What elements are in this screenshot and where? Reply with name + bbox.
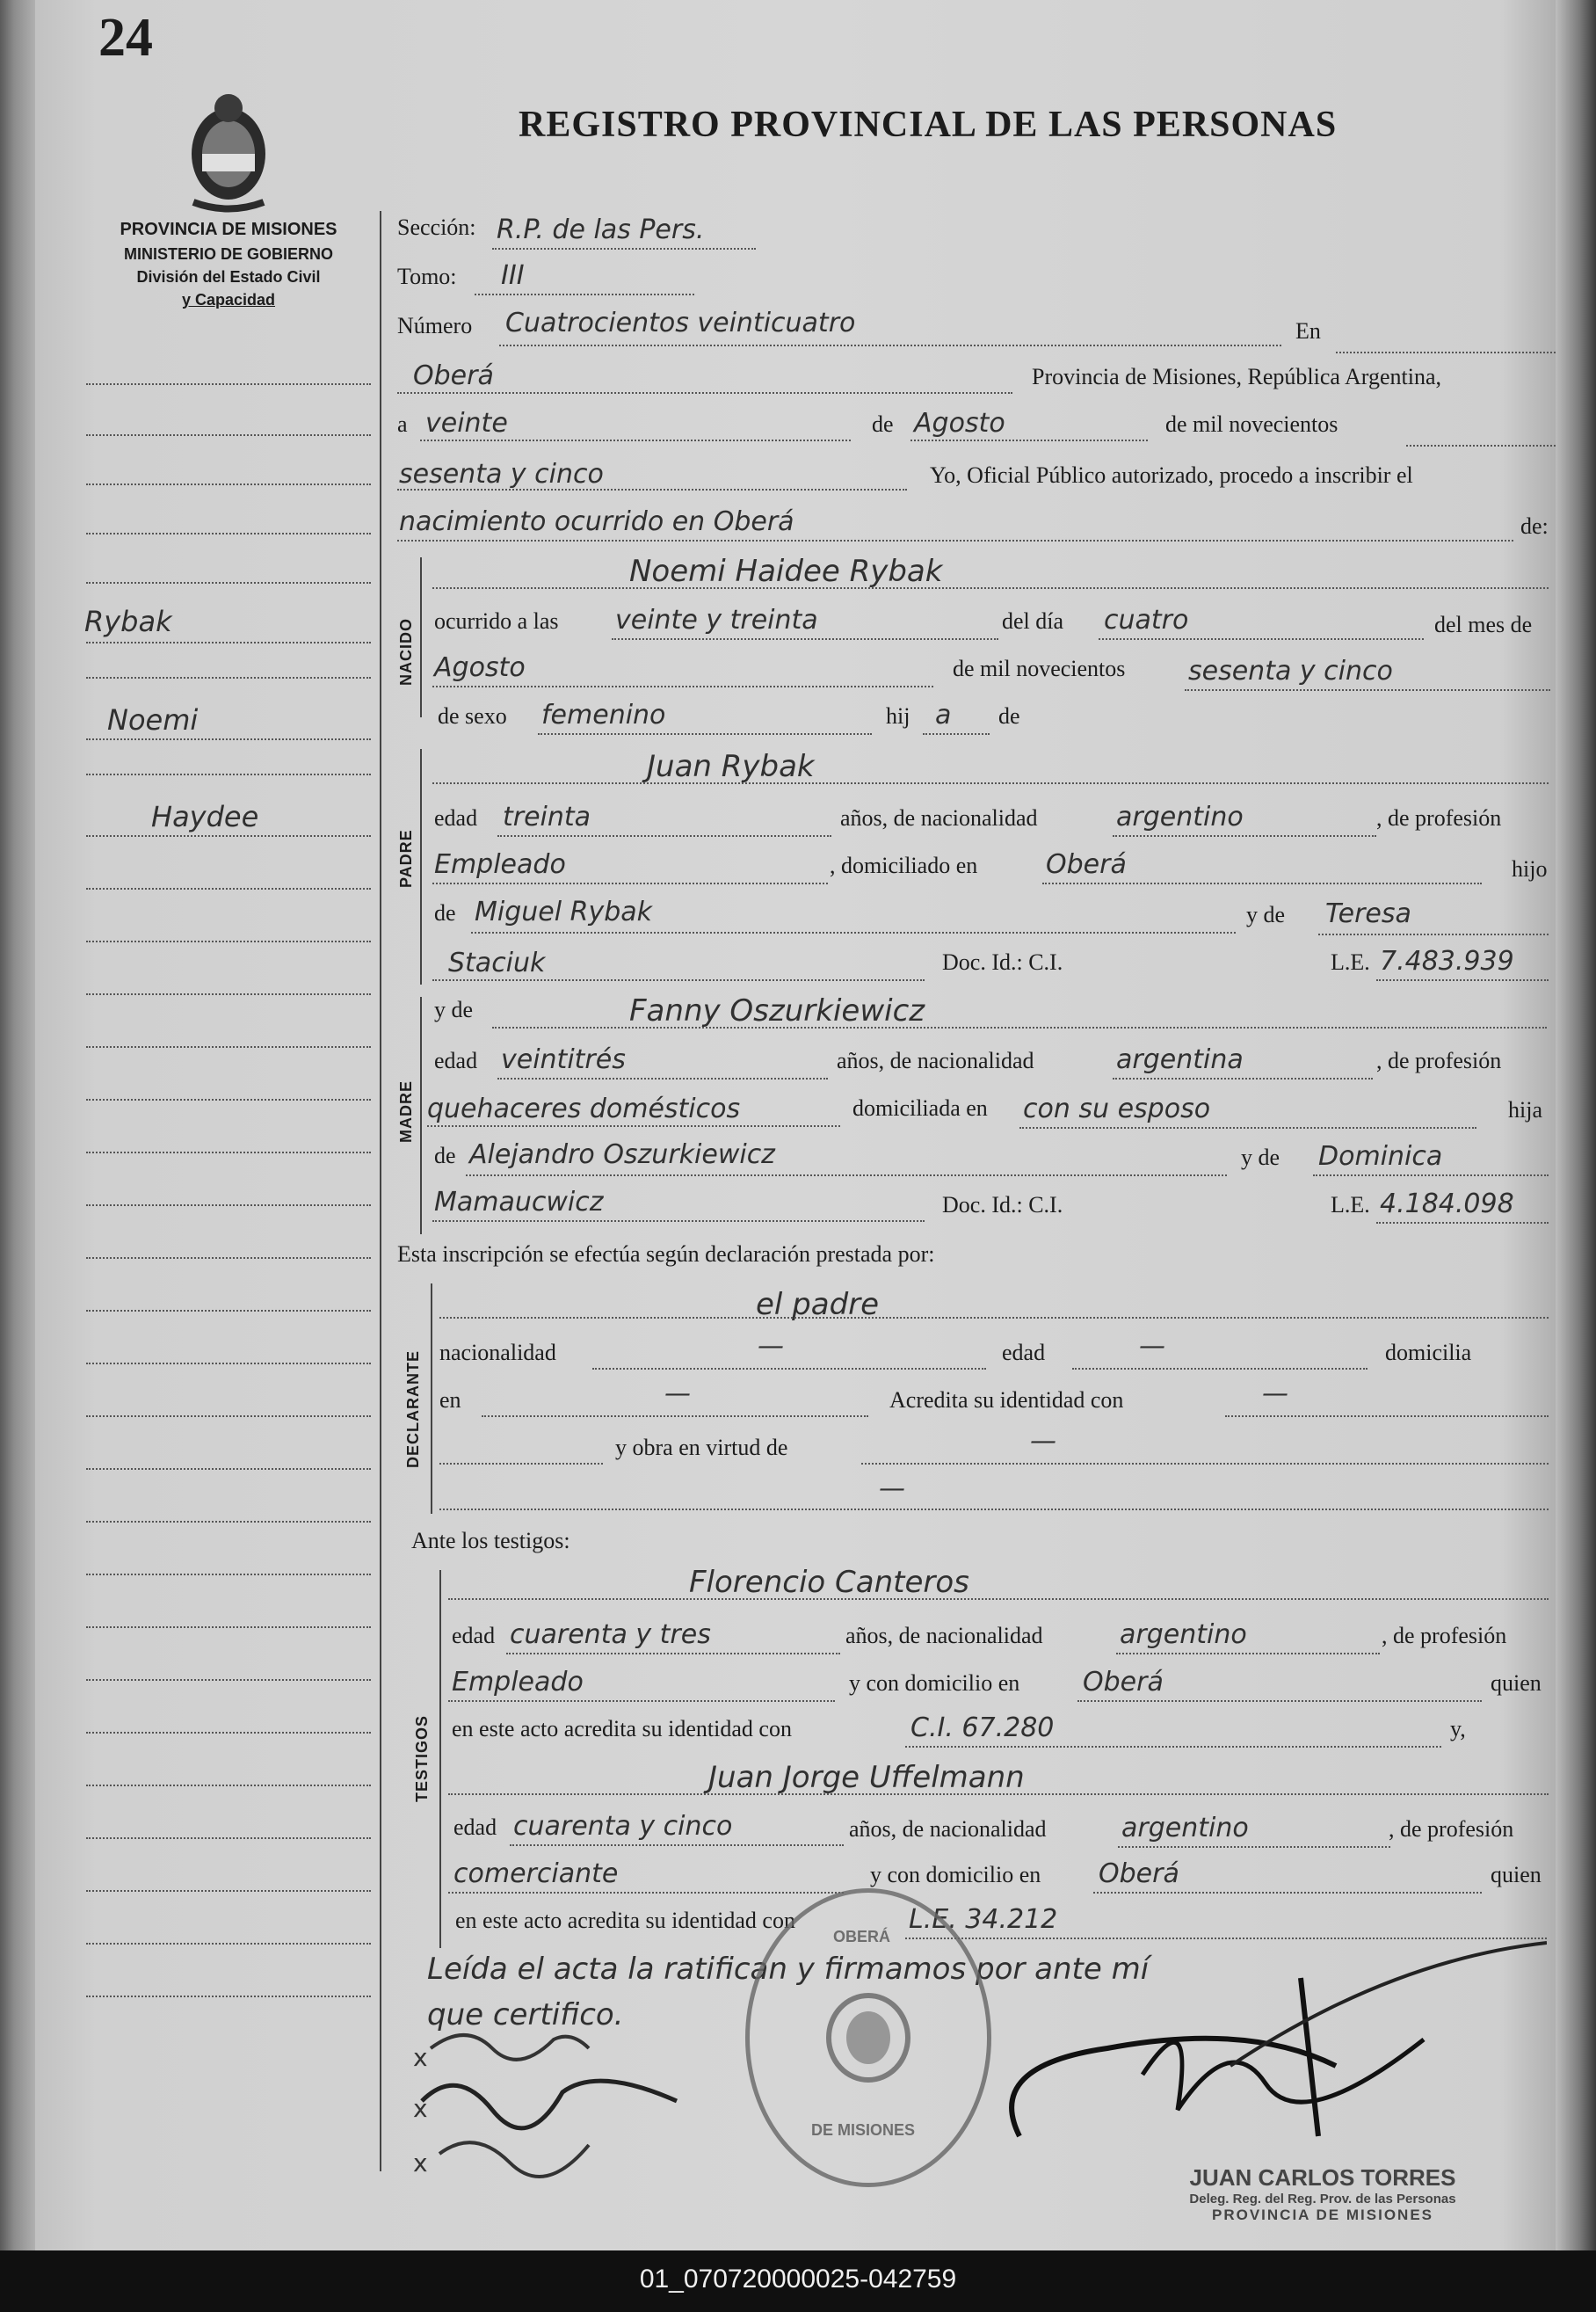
margin-line: [86, 483, 371, 485]
declarante-obra-line: [861, 1463, 1549, 1465]
nacido-bar: [420, 557, 422, 717]
nacido-year-line: [1185, 689, 1550, 691]
madre-prof-line: [427, 1125, 840, 1127]
padre-father-value: Miguel Rybak: [475, 897, 653, 927]
official-title: Deleg. Reg. del Reg. Prov. de las Personas: [1189, 2192, 1456, 2207]
padre-section-label: PADRE: [397, 829, 415, 888]
declarante-edad-line: [1072, 1368, 1367, 1370]
testigo-1-prof-line: [448, 1700, 835, 1702]
hij-line: [923, 733, 990, 735]
padre-le-value: 7.483.939: [1380, 946, 1514, 977]
year-text: de mil novecientos: [1165, 411, 1338, 437]
declarante-edad-label: edad: [1002, 1340, 1046, 1365]
testigo-1-edad-line: [506, 1653, 840, 1654]
day-value: veinte: [425, 408, 508, 439]
authority-ministry: MINISTERIO DE GOBIERNO: [123, 245, 334, 263]
margin-line: [86, 1996, 371, 1997]
testigo-1-nac: argentino: [1120, 1619, 1247, 1650]
testigo-2-name: Juan Jorge Uffelmann: [708, 1760, 1025, 1795]
padre-le-label: L.E.: [1331, 949, 1370, 975]
margin-line: [86, 993, 371, 995]
hij-value: a: [935, 700, 952, 731]
authority-division: División del Estado Civil: [136, 268, 321, 286]
padre-yde-label: y de: [1246, 902, 1286, 927]
padre-name-line: [432, 782, 1549, 784]
margin-line: [86, 1943, 371, 1945]
testigo-2-edad-line: [510, 1844, 844, 1846]
margin-line: [86, 1257, 371, 1259]
svg-text:x: x: [413, 2094, 428, 2123]
official-stamp: [745, 1888, 991, 2187]
hij-label: hij: [886, 703, 910, 729]
declarante-obra-dash: —: [1030, 1426, 1056, 1457]
padre-edad-line: [497, 835, 831, 837]
declarante-nac-dash: —: [758, 1331, 784, 1362]
margin-line: [86, 1152, 371, 1153]
sexo-line: [538, 733, 872, 735]
madre-name-line: [492, 1027, 1547, 1029]
place-value: Oberá: [413, 360, 494, 391]
province-text: Provincia de Misiones, República Argentina,: [1032, 364, 1441, 389]
margin-line: [86, 1837, 371, 1839]
event-line: [397, 540, 1513, 542]
nacido-name: Noemi Haidee Rybak: [629, 554, 943, 589]
madre-father-value: Alejandro Oszurkiewicz: [469, 1139, 775, 1170]
declarante-obra-pre-line: [439, 1463, 603, 1465]
padre-name: Juan Rybak: [647, 749, 815, 784]
page-number: 24: [98, 8, 153, 68]
testigo-2-prof: comerciante: [453, 1858, 619, 1889]
padre-doc-label: Doc. Id.: C.I.: [942, 949, 1063, 975]
sexo-value: femenino: [541, 700, 666, 731]
testigos-intro: Ante los testigos:: [411, 1528, 570, 1553]
testigo-1-edad-label: edad: [452, 1623, 496, 1648]
hour-line: [612, 638, 998, 640]
madre-section-label: MADRE: [397, 1080, 415, 1143]
declarante-en-line: [482, 1415, 868, 1417]
declarante-en-label: en: [439, 1387, 461, 1413]
declarante-en-dash: —: [664, 1378, 691, 1409]
official-name: JUAN CARLOS TORRES: [1189, 2164, 1456, 2191]
padre-mother-value: Teresa: [1325, 898, 1411, 929]
padre-mother-line: [1318, 934, 1549, 935]
testigo-1-name-line: [448, 1598, 1549, 1600]
year-value-line: [397, 489, 907, 491]
declarante-acredita-dash: —: [1262, 1378, 1288, 1409]
testigo-2-doc: L.E. 34.212: [909, 1904, 1058, 1935]
margin-line: [86, 1521, 371, 1523]
madre-dom-value: con su esposo: [1023, 1094, 1211, 1124]
testigo-1-edad: cuarenta y tres: [510, 1619, 711, 1650]
madre-mother-line-2: [432, 1220, 925, 1222]
national-seal-icon: [176, 84, 281, 215]
madre-dom-label: domiciliada en: [852, 1095, 988, 1121]
declarante-nac-label: nacionalidad: [439, 1340, 556, 1365]
margin-line: [86, 1785, 371, 1786]
padre-father-line: [471, 932, 1236, 934]
madre-le-value: 4.184.098: [1380, 1189, 1514, 1219]
padre-edad-label: edad: [434, 805, 478, 831]
testigos-section-label: TESTIGOS: [413, 1714, 431, 1802]
margin-column: [81, 211, 381, 2171]
hija-label: hija: [1508, 1097, 1542, 1123]
margin-line: [86, 941, 371, 942]
nacido-day-line: [1099, 638, 1424, 640]
madre-mother-value-2: Mamaucwicz: [434, 1187, 604, 1218]
testigo-2-dom: Oberá: [1099, 1858, 1179, 1889]
testigo-2-dom-label: y con domicilio en: [870, 1862, 1041, 1887]
testigo-2-quien: quien: [1491, 1862, 1542, 1887]
declarante-acredita-label: Acredita su identidad con: [889, 1387, 1124, 1413]
padre-nac-value: argentino: [1116, 802, 1244, 832]
nacido-year-value: sesenta y cinco: [1188, 656, 1393, 687]
margin-line: [86, 1363, 371, 1364]
madre-le-line: [1376, 1222, 1549, 1224]
en-line: [1336, 352, 1556, 353]
margin-line: [86, 888, 371, 890]
testigo-2-prof-label: , de profesión: [1389, 1816, 1514, 1842]
testigo-1-acredita-label: en este acto acredita su identidad con: [452, 1716, 792, 1741]
declarante-extra-line: [439, 1509, 1549, 1510]
declarante-name: el padre: [756, 1287, 880, 1322]
margin-line: [86, 1890, 371, 1892]
nacido-name-line: [432, 587, 1549, 589]
padre-prof-line: [432, 883, 828, 884]
declarante-obra-label: y obra en virtud de: [615, 1435, 788, 1460]
madre-name: Fanny Oszurkiewicz: [629, 993, 925, 1029]
declarante-name-line: [439, 1317, 1549, 1319]
padre-anos-label: años, de nacionalidad: [840, 805, 1038, 831]
margin-line: [86, 434, 371, 436]
testigo-1-dom-label: y con domicilio en: [849, 1670, 1020, 1696]
stamp-emblem-icon: [811, 1989, 925, 2086]
hij-de-label: de: [998, 703, 1020, 729]
margin-line: [86, 1679, 371, 1681]
padre-de-label: de: [434, 900, 456, 926]
margin-line: [86, 1310, 371, 1312]
day-line: [420, 440, 851, 441]
margin-line: [86, 1732, 371, 1734]
declarante-extra-dash: —: [879, 1473, 905, 1504]
madre-mother-line: [1313, 1174, 1549, 1176]
margin-name-1: Noemi: [107, 703, 199, 737]
authority-province: PROVINCIA DE MISIONES: [120, 220, 337, 239]
nacido-month-value: Agosto: [434, 652, 526, 683]
madre-father-line: [466, 1174, 1227, 1176]
testigo-1-quien: quien: [1491, 1670, 1542, 1696]
page-edge: [1556, 0, 1596, 2250]
seccion-label: Sección:: [397, 214, 476, 240]
margin-line: [86, 383, 371, 385]
tomo-label: Tomo:: [397, 264, 457, 289]
padre-mother-line-2: [432, 979, 925, 981]
margin-line: [86, 1099, 371, 1101]
testigo-2-edad: cuarenta y cinco: [513, 1811, 733, 1842]
margin-line: [86, 582, 371, 584]
madre-bar: [420, 997, 422, 1234]
numero-value: Cuatrocientos veinticuatro: [505, 308, 856, 338]
padre-prof-label: , de profesión: [1376, 805, 1502, 831]
nacido-day-value: cuatro: [1104, 605, 1189, 636]
month-line: [910, 440, 1148, 441]
official-province: PROVINCIA DE MISIONES: [1211, 2207, 1433, 2223]
padre-dom-value: Oberá: [1046, 849, 1127, 880]
madre-dom-line: [1019, 1127, 1476, 1129]
numero-line: [499, 345, 1281, 346]
margin-line: [86, 1204, 371, 1206]
testigo-1-nac-line: [1116, 1653, 1380, 1654]
testigo-1-y: y,: [1450, 1716, 1466, 1741]
document-title: REGISTRO PROVINCIAL DE LAS PERSONAS: [519, 105, 1338, 145]
declarante-bar: [431, 1283, 432, 1514]
testigo-1-prof-label: , de profesión: [1382, 1623, 1507, 1648]
book-binding: [0, 0, 35, 2250]
madre-doc-label: Doc. Id.: C.I.: [942, 1192, 1063, 1218]
testigo-2-prof-line: [448, 1892, 844, 1894]
madre-de-label: de: [434, 1143, 456, 1168]
hour-value: veinte y treinta: [615, 605, 818, 636]
padre-dom-line: [1042, 883, 1482, 884]
de-label: de: [872, 411, 894, 437]
madre-edad-label: edad: [434, 1048, 478, 1073]
month-value: Agosto: [914, 408, 1005, 439]
testigo-1-doc-line: [905, 1746, 1441, 1748]
padre-edad-value: treinta: [503, 802, 591, 832]
madre-nac-value: argentina: [1116, 1044, 1244, 1075]
declarante-acredita-line: [1225, 1415, 1549, 1417]
authority-capacity: y Capacidad: [181, 291, 276, 309]
hijo-label: hijo: [1512, 856, 1548, 882]
margin-line: [86, 677, 371, 679]
margin-line: [86, 1415, 371, 1417]
margin-line: [86, 533, 371, 534]
declarante-section-label: DECLARANTE: [404, 1350, 422, 1468]
svg-text:x: x: [413, 2043, 428, 2072]
padre-nac-line: [1113, 835, 1376, 837]
madre-edad-value: veintitrés: [501, 1044, 626, 1075]
declarante-nac-line: [592, 1368, 986, 1370]
declarante-dom-label: domicilia: [1385, 1340, 1472, 1365]
closing-line-1: Leída el acta la ratifican y firmamos por ante mí: [427, 1952, 1150, 1987]
testigo-2-nac: argentino: [1121, 1813, 1249, 1843]
testigo-2-dom-line: [1093, 1892, 1482, 1894]
madre-yde-label: y de: [434, 997, 474, 1022]
margin-line: [86, 738, 371, 740]
year-value: sesenta y cinco: [399, 459, 604, 490]
sexo-label: de sexo: [438, 703, 507, 729]
testigo-1-anos-label: años, de nacionalidad: [845, 1623, 1043, 1648]
testigos-bar: [439, 1570, 441, 1948]
oficial-text: Yo, Oficial Público autorizado, procedo a inscribir el: [930, 462, 1413, 488]
padre-dom-label: , domiciliado en: [830, 853, 978, 878]
event-value: nacimiento ocurrido en Oberá: [399, 506, 794, 537]
official-signature-icon: [967, 1908, 1547, 2189]
de2-label: de:: [1520, 513, 1549, 539]
declarante-intro: Esta inscripción se efectúa según declaración prestada por:: [397, 1241, 935, 1267]
madre-mother-value: Dominica: [1318, 1141, 1443, 1172]
padre-bar: [420, 749, 422, 985]
tomo-line: [475, 294, 694, 295]
closing-line-2: que certifico.: [427, 1997, 624, 2032]
witness-signatures-icon: [413, 2013, 712, 2189]
margin-line: [86, 1626, 371, 1628]
padre-prof-value: Empleado: [434, 849, 566, 880]
testigo-2-edad-label: edad: [453, 1814, 497, 1840]
padre-le-line: [1376, 979, 1549, 981]
testigo-2-name-line: [448, 1793, 1549, 1795]
del-dia-label: del día: [1002, 608, 1064, 634]
margin-line: [86, 1574, 371, 1575]
testigo-2-anos-label: años, de nacionalidad: [849, 1816, 1047, 1842]
ocurrido-label: ocurrido a las: [434, 608, 559, 634]
nacido-month-line: [432, 686, 933, 687]
nacido-section-label: NACIDO: [397, 618, 415, 686]
en-label: En: [1295, 318, 1321, 344]
del-mes-label: del mes de: [1434, 612, 1533, 637]
testigo-1-doc: C.I. 67.280: [910, 1712, 1055, 1743]
madre-le-label: L.E.: [1331, 1192, 1370, 1218]
madre-prof-value: quehaceres domésticos: [427, 1094, 741, 1124]
padre-mother-value-2: Staciuk: [448, 948, 546, 978]
margin-name-2: Haydee: [151, 800, 259, 833]
madre-yde2-label: y de: [1241, 1145, 1280, 1170]
stamp-bottom-text: DE MISIONES: [811, 2121, 916, 2139]
official-signature-block: [1178, 2164, 1468, 2224]
declarante-edad-dash: —: [1139, 1331, 1165, 1362]
svg-text:x: x: [413, 2148, 428, 2177]
numero-label: Número: [397, 313, 473, 338]
year-line: [1406, 445, 1556, 447]
margin-surname: Rybak: [84, 605, 172, 638]
seccion-line: [492, 248, 756, 250]
stamp-top-text: OBERÁ: [833, 1928, 891, 1945]
margin-line: [86, 642, 371, 643]
margin-line: [86, 774, 371, 775]
nacido-year-label: de mil novecientos: [953, 656, 1126, 681]
testigo-1-dom-line: [1077, 1700, 1482, 1702]
margin-line: [86, 835, 371, 837]
a-label: a: [397, 411, 408, 437]
testigo-1-prof: Empleado: [452, 1667, 584, 1698]
madre-nac-line: [1113, 1078, 1373, 1080]
madre-prof-label: , de profesión: [1376, 1048, 1502, 1073]
margin-line: [86, 1046, 371, 1048]
place-line: [397, 392, 1012, 394]
madre-anos-label: años, de nacionalidad: [837, 1048, 1034, 1073]
seccion-value: R.P. de las Pers.: [497, 214, 705, 245]
testigo-1-dom: Oberá: [1083, 1667, 1164, 1698]
image-id-footer: 01_070720000025-042759: [0, 2250, 1596, 2312]
tomo-value: III: [501, 260, 525, 291]
testigo-2-acredita-label: en este acto acredita su identidad con: [455, 1908, 795, 1933]
margin-line: [86, 1468, 371, 1470]
testigo-1-name: Florencio Canteros: [689, 1565, 969, 1600]
testigo-2-nac-line: [1118, 1846, 1390, 1848]
madre-edad-line: [497, 1078, 828, 1080]
